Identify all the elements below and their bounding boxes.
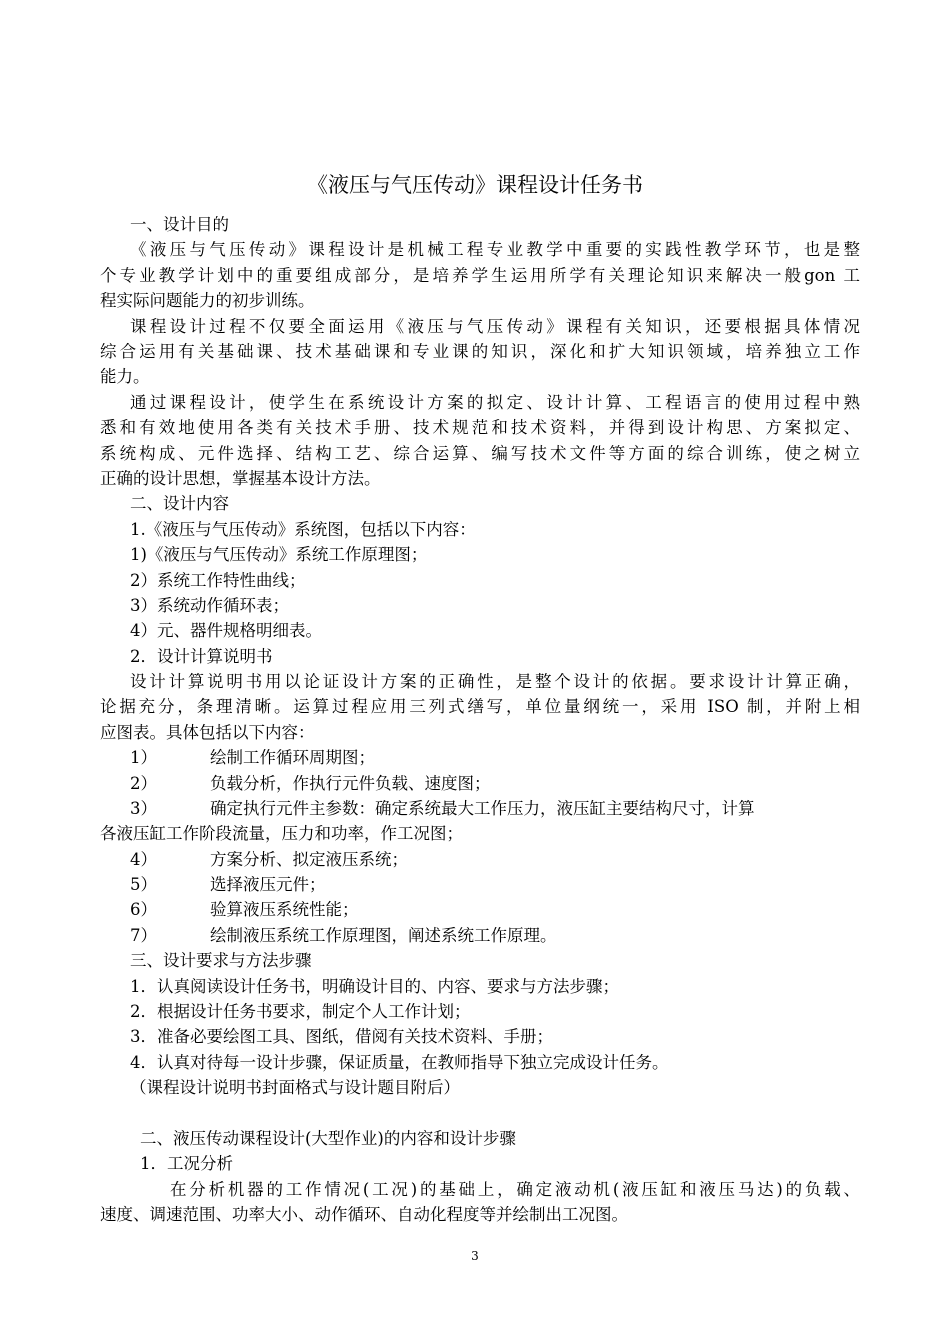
list-item: 1．认真阅读设计任务书，明确设计目的、内容、要求与方法步骤； (130, 977, 619, 996)
list-item: 2．根据设计任务书要求，制定个人工作计划； (130, 1002, 471, 1021)
step-number: 5） (130, 875, 157, 894)
step-text: 绘制液压系统工作原理图，阐述系统工作原理。 (210, 926, 557, 945)
subsection-heading: 1．工况分析 (140, 1154, 233, 1173)
list-item: 1)《液压与气压传动》系统工作原理图； (130, 545, 428, 564)
paragraph-line: 个专业教学计划中的重要组成部分，是培养学生运用所学有关理论知识来解决一般gon 工 (100, 266, 860, 285)
list-item: 4）元、器件规格明细表。 (130, 621, 322, 640)
step-item (130, 797, 890, 821)
list-item: 4．认真对待每一设计步骤，保证质量，在教师指导下独立完成设计任务。 (130, 1053, 669, 1072)
step-item (130, 746, 890, 770)
paragraph-line: 系统构成、元件选择、结构工艺、综合运算、编写技术文件等方面的综合训练，使之树立 (100, 444, 860, 463)
step-item (130, 898, 890, 922)
paragraph-line: 悉和有效地使用各类有关技术手册、技术规范和技术资料，并得到设计构思、方案拟定、 (100, 418, 860, 437)
list-item: 3）系统动作循环表； (130, 596, 289, 615)
page-number: 3 (471, 1249, 479, 1263)
step-number: 4） (130, 850, 157, 869)
paragraph-line: 在分析机器的工作情况(工况)的基础上，确定液动机(液压缸和液压马达)的负载、 (170, 1180, 860, 1199)
note-line: （课程设计说明书封面格式与设计题目附后） (130, 1078, 460, 1097)
paragraph-line: 各液压缸工作阶段流量，压力和功率，作工况图； (100, 824, 463, 843)
paragraph-line: 正确的设计思想，掌握基本设计方法。 (100, 469, 381, 488)
step-text: 绘制工作循环周期图； (210, 748, 375, 767)
paragraph-line: 综合运用有关基础课、技术基础课和专业课的知识，深化和扩大知识领域，培养独立工作 (100, 342, 860, 361)
list-item: 2）系统工作特性曲线； (130, 571, 306, 590)
list-item: 2．设计计算说明书 (130, 647, 273, 666)
page-title: 《液压与气压传动》课程设计任务书 (307, 173, 643, 197)
step-item (130, 772, 890, 796)
paragraph-line: 《液压与气压传动》课程设计是机械工程专业教学中重要的实践性教学环节，也是整 (130, 240, 860, 259)
step-number: 3） (130, 799, 157, 818)
step-text: 验算液压系统性能； (210, 900, 359, 919)
step-number: 1） (130, 748, 157, 767)
step-number: 7） (130, 926, 157, 945)
section-heading: 二、液压传动课程设计(大型作业)的内容和设计步骤 (140, 1129, 516, 1148)
step-text: 方案分析、拟定液压系统； (210, 850, 408, 869)
section-heading: 三、设计要求与方法步骤 (130, 951, 312, 970)
step-item (130, 873, 890, 897)
paragraph-line: 程实际问题能力的初步训练。 (100, 291, 315, 310)
paragraph-line: 设计计算说明书用以论证设计方案的正确性，是整个设计的依据。要求设计计算正确， (130, 672, 860, 691)
paragraph-line: 能力。 (100, 367, 150, 386)
paragraph-line: 速度、调速范围、功率大小、动作循环、自动化程度等并绘制出工况图。 (100, 1205, 628, 1224)
section-heading: 二、设计内容 (130, 494, 229, 513)
step-number: 6） (130, 900, 157, 919)
step-text: 确定执行元件主参数：确定系统最大工作压力，液压缸主要结构尺寸，计算 (210, 799, 755, 818)
step-text: 选择液压元件； (210, 875, 326, 894)
step-item (130, 848, 890, 872)
paragraph-line: 论据充分，条理清晰。运算过程应用三列式缮写，单位量纲统一，采用 ISO 制，并附上相 (100, 697, 860, 716)
list-item: 1.《液压与气压传动》系统图，包括以下内容： (130, 520, 476, 539)
step-text: 负载分析，作执行元件负载、速度图； (210, 774, 491, 793)
paragraph-line: 课程设计过程不仅要全面运用《液压与气压传动》课程有关知识，还要根据具体情况 (130, 317, 860, 336)
section-heading: 一、设计目的 (130, 215, 229, 234)
list-item: 3．准备必要绘图工具、图纸，借阅有关技术资料、手册； (130, 1027, 553, 1046)
paragraph-line: 通过课程设计，使学生在系统设计方案的拟定、设计计算、工程语言的使用过程中熟 (130, 393, 860, 412)
paragraph-line: 应图表。具体包括以下内容： (100, 723, 315, 742)
step-item (130, 924, 890, 948)
step-number: 2） (130, 774, 157, 793)
